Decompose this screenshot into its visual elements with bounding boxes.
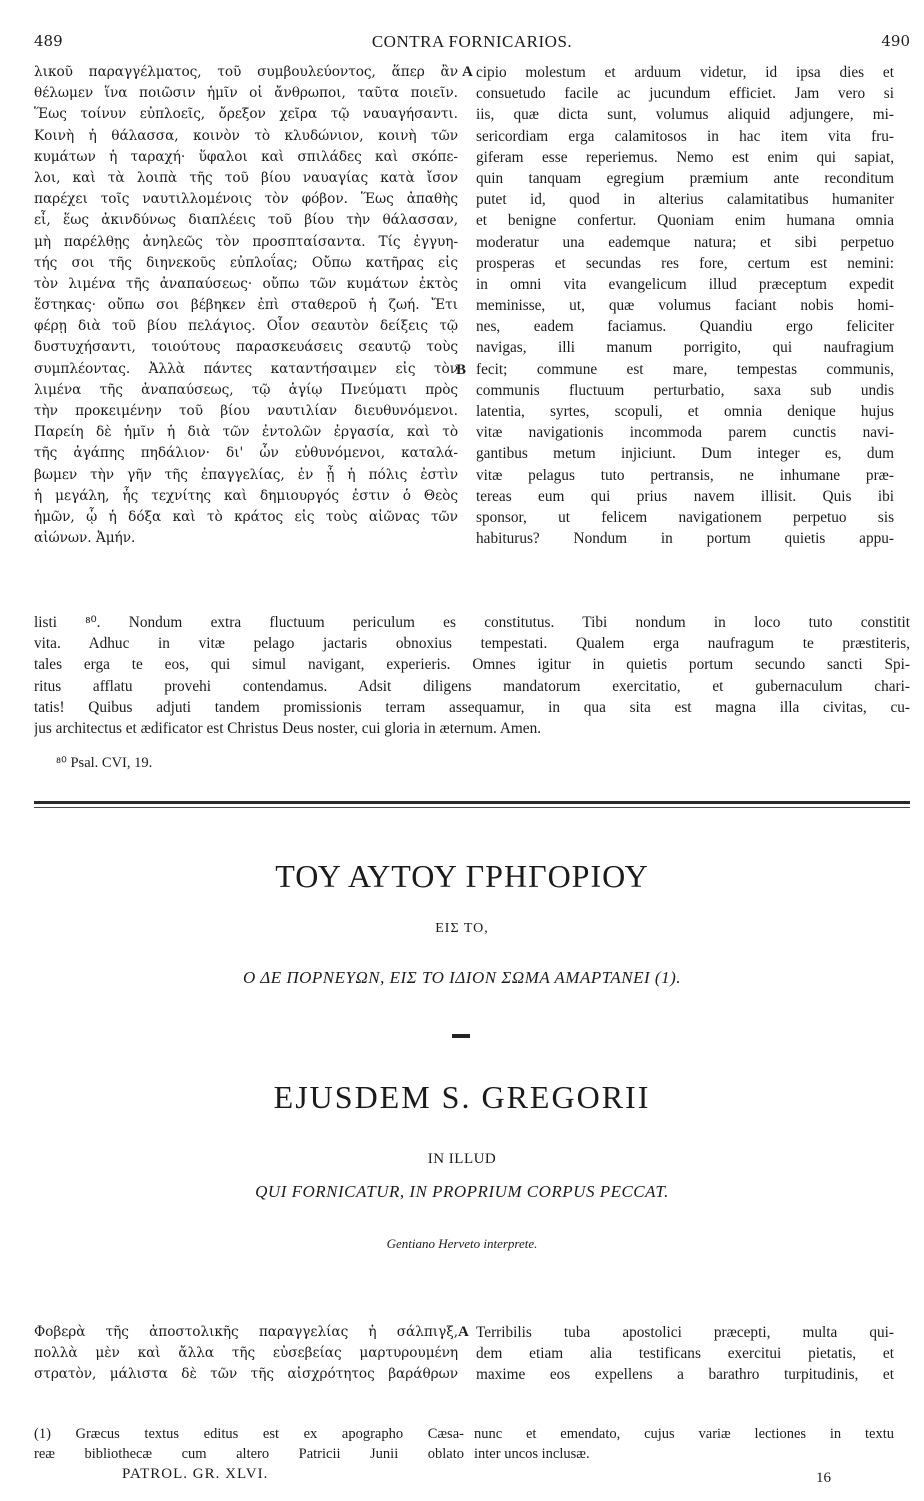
latin-continuation-line: tales erga te eos, qui simul navigant, experieris. Omnes igitur in quietis portum secundo sancti Spi- (34, 656, 910, 674)
latin-text-line: communis fluctuum perturbatio, saxa sub undis (476, 381, 894, 399)
latin-column-top (476, 62, 894, 549)
patrologia-signature: PATROL. GR. XLVI. (122, 1466, 269, 1482)
latin-text-line: navigas, illi manum porrigito, qui naufragium (476, 339, 894, 357)
latin-text-line: giferam esse reperiemus. Nemo est enim qui sapiat, (476, 148, 894, 166)
greek-text-line: μὴ παρέλθῃς ἀνηλεῶς τὸν προσπταίσαντα. Τίς ἐγγυη- (34, 233, 458, 250)
latin-continuation (34, 612, 910, 739)
margin-marker-b: B (456, 362, 467, 378)
greek-text-line: θέλωμεν ἵνα ποιῶσιν ἡμῖν οἱ ἄνθρωποι, ταῦτα ποιεῖν. (34, 85, 458, 102)
latin-text-line: tereas eum qui prius navem illisit. Quis ibi (476, 487, 894, 505)
greek-column-top (34, 62, 458, 549)
greek-text-line: Κοινὴ ἡ θάλασσα, κοινὸν τὸ κλυδώνιον, κοινὴ τῶν (34, 127, 458, 144)
latin-text-line: cipio molestum et arduum videtur, id ipsa dies et (476, 64, 894, 81)
latin-text-line: et benigne confertur. Quoniam enim humana omnia (476, 212, 894, 230)
footnote-text-line: nunc et emendato, cujus variæ lectiones in textu (474, 1426, 894, 1442)
footnote-1-left (34, 1424, 464, 1464)
latin-text-line: fecit; commune est mare, tempestas communis, (476, 360, 894, 378)
greek-text-line: Ἕως τοίνυν εὐπλοεῖς, ὄρεξον χεῖρα τῷ ναυαγήσαντι. (34, 106, 458, 123)
margin-marker-a: A (462, 64, 473, 80)
latin-text-line: in omni vita evangelicum illud præceptum expedit (476, 275, 894, 293)
greek-text-line: τὴν προκειμένην τοῦ βίου ναυτιλίαν διευθυνόμενοι. (34, 403, 458, 419)
latin-text-line: habiturus? Nondum in portum quietis appu- (476, 530, 894, 548)
greek-text-line: συμπλέοντας. Ἀλλὰ πάντες καταντήσαιμεν εἰς τὸν (34, 360, 458, 377)
footnote-text-line: inter uncos inclusæ. (474, 1446, 590, 1462)
greek-text-line: τὸν λιμένα τῆς ἀναπαύσεως· οὔπω τῶν κυμάτων ἐκτὸς (34, 275, 458, 292)
greek-text-line: δυστυχήσαντι, τοιούτους παρασκευάσεις σεαυτῷ τοὺς (34, 339, 458, 356)
greek-quote-title: Ο ΔΕ ΠΟΡΝΕΥΩΝ, ΕΙΣ ΤΟ ΙΔΙΟΝ ΣΩΜΑ ΑΜΑΡΤΑΝΕΙ (1). (243, 968, 681, 987)
latin-text-line: dem etiam alia testificans exercitui pietatis, et (476, 1345, 894, 1363)
footnote-text-line: reæ bibliothecæ cum altero Patricii Junii oblato (34, 1446, 464, 1462)
latin-text-line: meminisse, ut, quæ volumus faciant nobis homi- (476, 297, 894, 315)
latin-subtitle: IN ILLUD (427, 1151, 497, 1167)
latin-text-line: nes, eadem faciamus. Quandiu ergo feliciter (476, 318, 894, 336)
greek-text-line: στρατὸν, μάλιστα δὲ τῶν τῆς αἰσχρότητος βαράθρων (34, 1366, 458, 1383)
footnote-1-right (474, 1424, 894, 1464)
running-header (34, 32, 910, 54)
latin-text-line: iis, quæ dicta sunt, volumus aliquid adjungere, mi- (476, 106, 894, 124)
latin-text-line: gantibus metum injiciunt. Dum integer es, dum (476, 445, 894, 463)
latin-text-line: quin tanquam egregium præmium ante reconditum (476, 169, 894, 187)
greek-subtitle: ΕΙΣ ΤΟ, (435, 921, 489, 936)
latin-text-line: sericordiam erga calamitosos in hac item vita fru- (476, 127, 894, 145)
latin-continuation-line: ritus afflatu provehi contendamus. Adsit diligens mandatorum exercitatio, et gubernaculum chari- (34, 677, 910, 695)
greek-text-line: αἰώνων. Ἀμήν. (34, 530, 136, 547)
greek-text-line: πολλὰ μὲν καὶ ἄλλα τῆς εὐσεβείας μαρτυρουμένη (34, 1345, 458, 1362)
latin-continuation-line: listi ⁸⁰. Nondum extra fluctuum periculum es constitutus. Tibi nondum in loco tuto constitit (34, 614, 910, 631)
greek-text-line: λοι, καὶ τὰ λοιπὰ τῆς τοῦ βίου ναυαγίας κατὰ ἴσον (34, 169, 458, 186)
section-rule-thin (34, 807, 910, 808)
greek-title: ΤΟΥ ΑΥΤΟΥ ΓΡΗΓΟΡΙΟΥ (275, 858, 649, 894)
latin-text-line: putet id, quod in alterius calamitatibus humaniter (476, 191, 894, 209)
latin-continuation-line: tatis! Quibus adjuti tandem promissionis terram assequamur, in qua sita est magna illa civitas, cu- (34, 698, 910, 716)
greek-text-line: ἕστηκας· οὔπω σοι βέβηκεν ἐπὶ σταθεροῦ ἡ ζωή. Ἔτι (34, 297, 458, 314)
greek-text-line: Παρείη δὲ ἡμῖν ἡ διὰ τῶν ἐντολῶν ἐργασία, καὶ τὸ (34, 424, 458, 441)
latin-continuation-line: vita. Adhuc in vitæ pelago jactaris obnoxius tempestati. Qualem erga naufragum te præstiteris, (34, 635, 910, 653)
greek-text-line: τῆς ἀγάπης πηδάλιον· δι' ὧν εὐθυνόμενοι, καταλά- (34, 445, 458, 462)
greek-text-line: παρέχει τοῖς ναυτιλλομένοις τὸν φόβον. Ἕως ἀπαθὴς (34, 191, 458, 208)
greek-text-line: φέρῃ διὰ τοῦ βίου πελάγιος. Οἷον σεαυτὸν δείξεις τῷ (34, 318, 458, 335)
latin-continuation-line: jus architectus et ædificator est Christus Deus noster, cui gloria in æternum. Amen. (34, 719, 542, 737)
latin-title: EJUSDEM S. GREGORII (273, 1079, 651, 1115)
page-number-left: 489 (34, 32, 63, 50)
footnote-text-line: (1) Græcus textus editus est ex apographo Cæsa- (34, 1426, 464, 1442)
latin-text-line: vitæ pelagus tuto pertransis, ne inhumane præ- (476, 466, 894, 484)
latin-text-line: sponsor, ut felicem navigationem perpetuo sis (476, 508, 894, 526)
greek-text-line: βωμεν τὴν γῆν τῆς ἐπαγγελίας, ἐν ᾗ ἡ πόλις ἐστὶν (34, 466, 458, 483)
latin-quote-title: QUI FORNICATUR, IN PROPRIUM CORPUS PECCAT. (255, 1182, 669, 1201)
translator-credit: Gentiano Herveto interprete. (386, 1236, 538, 1251)
page-number-right: 490 (881, 32, 910, 50)
gathering-number: 16 (816, 1470, 831, 1486)
latin-text-line: latentia, syrtes, scopuli, et omnia denique hujus (476, 403, 894, 420)
running-title: CONTRA FORNICARIOS. (371, 32, 573, 51)
title-dash (452, 1034, 470, 1038)
greek-text-line: λιμένα τῆς ἀναπαύσεως, τῷ ἁγίῳ Πνεύματι πρὸς (34, 381, 458, 398)
latin-text-line: Terribilis tuba apostolici præcepti, multa qui- (476, 1324, 894, 1341)
greek-text-line: εἶ, ἕως ἀκινδύνως διαπλέεις τοῦ βίου τὴν θάλασσαν, (34, 212, 458, 229)
latin-text-line: maxime eos expellens a barathro turpitudinis, et (476, 1366, 894, 1384)
greek-text-line: Φοβερὰ τῆς ἀποστολικῆς παραγγελίας ἡ σάλπιγξ, (34, 1324, 458, 1340)
latin-text-line: moderatur una eademque natura; et sibi perpetuo (476, 233, 894, 251)
greek-column-bottom (34, 1322, 458, 1386)
greek-text-line: ἡ μεγάλη, ἧς τεχνίτης καὶ δημιουργός ἐστιν ὁ Θεὸς (34, 487, 458, 504)
footnote-80: ⁸⁰ Psal. CVI, 19. (56, 755, 153, 771)
latin-text-line: prosperas et secundas res fore, certum est nemini: (476, 254, 894, 272)
greek-text-line: λικοῦ παραγγέλματος, τοῦ συμβουλεύοντος, ἅπερ ἂν (34, 64, 458, 80)
greek-text-line: τής σοι τῆς διηνεκοῦς εὐπλοΐας; Οὔπω κατῆρας εἰς (34, 254, 458, 271)
margin-marker-a-bottom: A (458, 1324, 469, 1340)
greek-text-line: κυμάτων ἡ ταραχή· ὕφαλοι καὶ σπιλάδες καὶ σκόπε- (34, 148, 458, 165)
latin-text-line: vitæ navigationis incommoda parem cunctis navi- (476, 424, 894, 442)
latin-column-bottom (476, 1322, 894, 1386)
section-rule-thick (34, 801, 910, 804)
latin-text-line: consuetudo facile ac jucundum efficiet. Jam vero si (476, 85, 894, 103)
greek-text-line: ἡμῶν, ᾧ ἡ δόξα καὶ τὸ κράτος εἰς τοὺς αἰῶνας τῶν (34, 508, 458, 525)
